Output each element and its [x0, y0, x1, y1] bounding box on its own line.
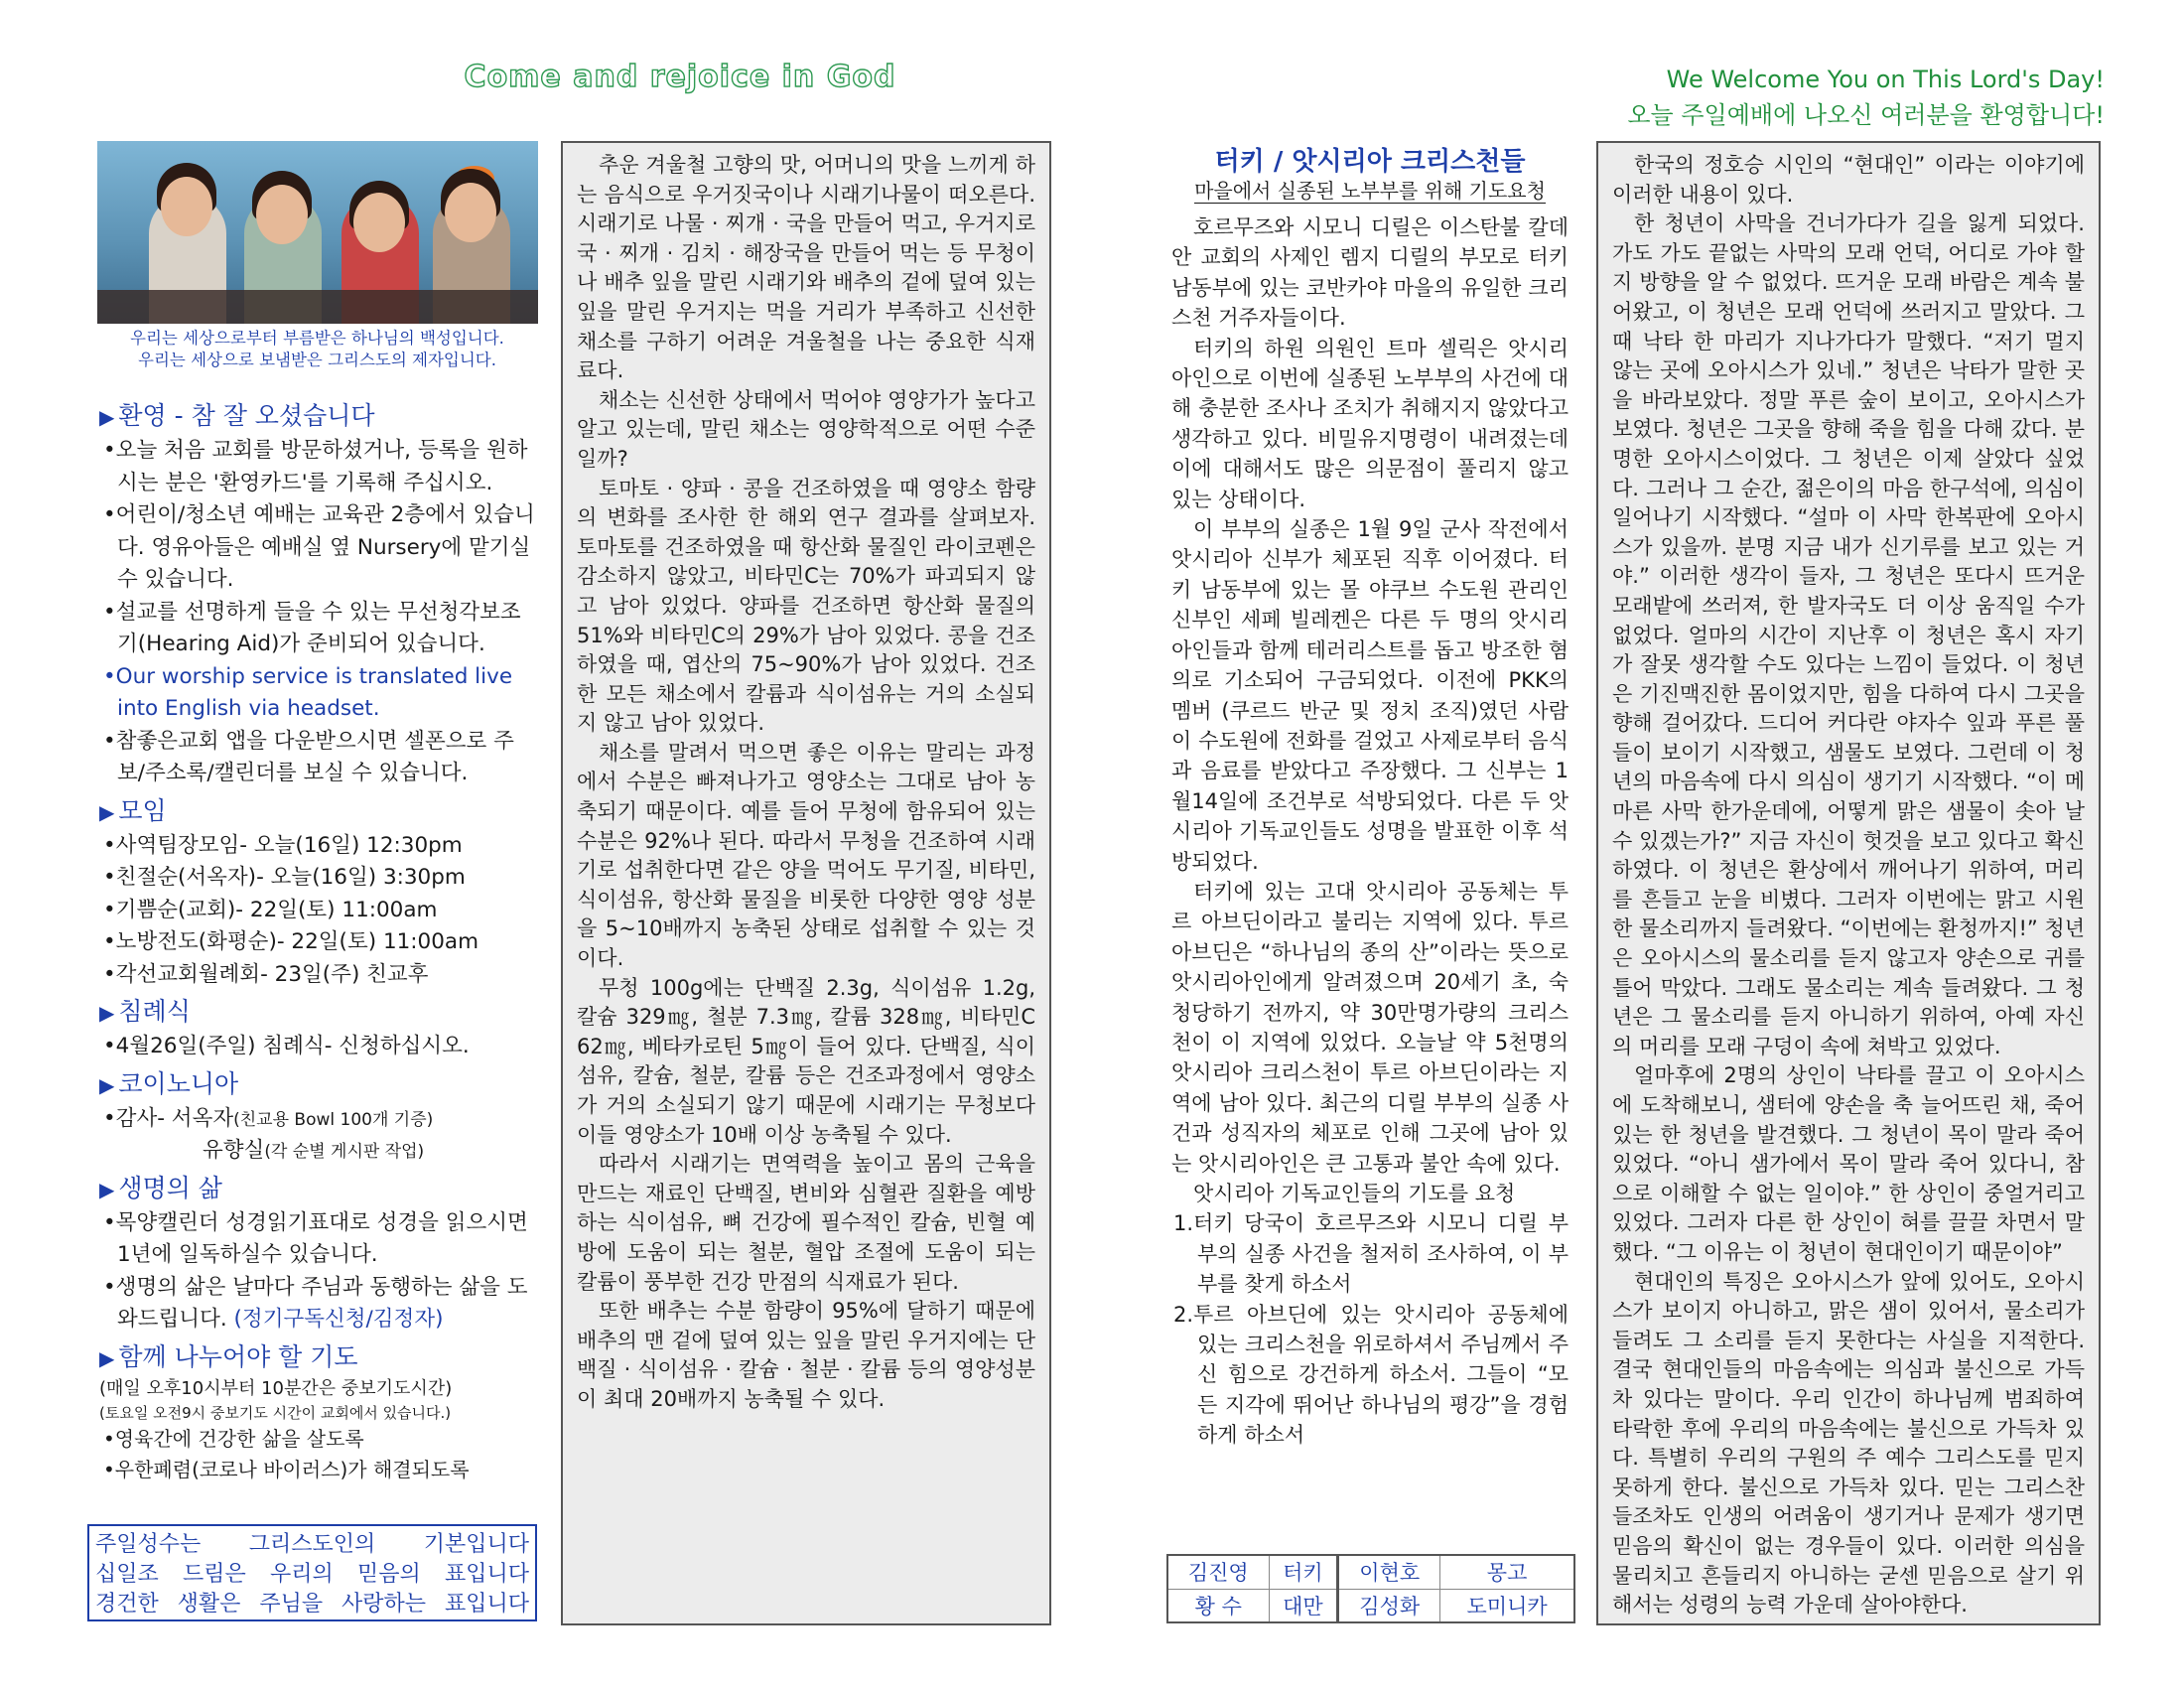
group-photo: [97, 141, 538, 324]
section-title-life: ▶ 생명의 삶: [99, 1173, 222, 1202]
missionary-table: [1166, 1554, 1575, 1623]
section-title-meetings: ▶ 모임: [99, 795, 167, 825]
table-cell: 대만: [1269, 1589, 1338, 1622]
paragraph: 따라서 시래기는 면역력을 높이고 몸의 근육을 만드는 재료인 단백질, 변비와 심혈관 질환을 예방하는 식이섬유, 뼈 건강에 필수적인 칼슘, 빈혈 예방에 도움이 되는 철분, 혈압 조절에 도움이 되는 칼륨이 풍부한 건강 만점의 식재료가 된다.: [577, 1152, 1035, 1294]
list-item: •감사- 서옥자(친교용 Bowl 100개 기증): [103, 1105, 434, 1131]
table-cell: 도미니카: [1440, 1589, 1574, 1622]
prayer-note: (토요일 오전9시 중보기도 시간이 교회에서 있습니다.): [99, 1403, 452, 1422]
person-head: [353, 193, 405, 252]
list-item: •설교를 선명하게 들을 수 있는 무선청각보조기(Hearing Aid)가 준비되어 있습니다.: [103, 599, 521, 656]
podium: [97, 290, 538, 324]
header-welcome-en: We Welcome You on This Lord's Day!: [1666, 66, 2105, 93]
paragraph: 터키의 하원 의원인 트마 셀릭은 앗시리아인으로 이번에 실종된 노부부의 사건에 대해 충분한 조사나 조치가 취해지지 않았다고 생각하고 있다. 비밀유지명령이 내려졌는데 이에 대해서도 많은 의문점이 풀리지 않고 있는 상태이다.: [1171, 336, 1569, 511]
prayer-heading: 앗시리아 기독교인들의 기도를 요청: [1193, 1182, 1516, 1205]
paragraph: 현대인의 특징은 오아시스가 앞에 있어도, 오아시스가 보이지 아니하고, 맑은 샘이 있어서, 물소리가 들려도 그 소리를 듣지 못한다는 사실을 지적한다. 결국 현대인들의 마음속에는 의심과 불신으로 가득차 있다는 말이다. 우리 인간이 하나님께 범죄하여 타락한 후에 우리의 마음속에는 불신으로 가득차 있다. 특별히 우리의 구원의 주 예수 그리스도를 믿지 못하게 한다. 불신으로 가득차 있다. 믿는 그리스찬들조차도 인생의 어려움이 생기거나 문제가 생기면 믿음의 확신이 없는 경우들이 있다. 이러한 의심을 물리치고 흔들리지 아니하는 굳센 믿음으로 살기 위해서는 성령의 능력 가운데 살아야한다.: [1612, 1269, 2085, 1618]
person-head: [161, 177, 212, 236]
list-item: •노방전도(화평순)- 22일(토) 11:00am: [103, 929, 479, 954]
list-item: •Our worship service is translated live into English via headset.: [103, 663, 513, 721]
header-welcome-ko: 오늘 주일예배에 나오신 여러분을 환영합니다!: [1627, 101, 2105, 129]
list-item: •4월26일(주일) 침례식- 신청하십시오.: [103, 1034, 470, 1058]
list-item: •각선교회월례회- 23일(주) 친교후: [103, 961, 429, 987]
table-cell: 김성화: [1338, 1589, 1440, 1622]
paragraph: 호르무즈와 시모니 디릴은 이스탄불 칼데안 교회의 사제인 렘지 디릴의 부모로 터키 남동부에 있는 코반카야 마을의 유일한 크리스천 거주자들이다.: [1171, 215, 1569, 331]
person-head: [445, 183, 496, 242]
list-item: •어린이/청소년 예배는 교육관 2층에서 있습니다. 영유아들은 예배실 옆 Nursery에 맡기실 수 있습니다.: [103, 502, 535, 592]
paragraph: 이 부부의 실종은 1월 9일 군사 작전에서 앗시리아 신부가 체포된 직후 이어졌다. 터키 남동부에 있는 몰 야쿠브 수도원 관리인 신부인 세페 빌레켄은 다른 두 명의 앗시리아인들과 함께 테러리스트를 돕고 방조한 혐의로 기소되어 구금되었다. 이전에 PKK의 멤버 (쿠르드 반군 및 정치 조직)였던 사람이 수도원에 전화를 걸었고 사제로부터 음식과 음료를 받았다고 주장했다. 그 신부는 1월14일에 조건부로 석방되었다. 다른 두 앗시리아 기독교인들도 성명을 발표한 이후 석방되었다.: [1171, 517, 1569, 874]
paragraph: 한국의 정호승 시인의 “현대인” 이라는 이야기에 이러한 내용이 있다.: [1612, 153, 2085, 207]
article-siraegi: [561, 141, 1051, 1625]
header-right: [1627, 66, 2105, 130]
section-title-welcome: ▶ 환영 - 참 잘 오셨습니다: [99, 401, 375, 430]
triangle-icon: ▶: [99, 405, 115, 429]
triangle-icon: ▶: [99, 1345, 115, 1370]
triangle-icon: ▶: [99, 799, 115, 824]
photo-caption: [91, 328, 543, 371]
table-cell: 김진영: [1167, 1555, 1269, 1589]
list-item: •생명의 삶은 날마다 주님과 동행하는 삶을 도와드립니다. (정기구독신청/김정자): [103, 1274, 528, 1332]
paragraph: 한 청년이 사막을 건너가다가 길을 잃게 되었다. 가도 가도 끝없는 사막의 모래 언덕, 어디로 가야 할 지 방향을 알 수 없었다. 뜨거운 모래 바람은 계속 불어왔고, 이 청년은 모래 언덕에 쓰러지고 말았다. 그때 낙타 한 마리가 지나가다가 말했다. “저기 멀지 않는 곳에 오아시스가 있네.” 청년은 낙타가 말한 곳을 바라보았다. 정말 푸른 숲이 보이고, 오아시스가 보였다. 청년은 그곳을 향해 죽을 힘을 다해 갔다. 분명한 오아시스이었다. 그 청년은 이제 살았다 싶었다. 그러나 그 순간, 젊은이의 마음 한구석에, 의심이 일어나기 시작했다. “설마 이 사막 한복판에 오아시스가 있을까. 분명 지금 내가 신기루를 보고 있는 거야.” 이러한 생각이 들자, 그 청년은 또다시 뜨거운 모래밭에 쓰러져, 한 발자국도 더 이상 움직일 수가 없었다. 얼마의 시간이 지난후 이 청년은 혹시 자기가 잘못 생각할 수도 있다는 느낌이 들었다. 이 청년은 기진맥진한 몸이었지만, 힘을 다하여 다시 그곳을 향해 걸어갔다. 드디어 커다란 야자수 잎과 푸른 풀들이 보이기 시작했고, 샘물도 보였다. 그런데 이 청년의 마음속에 다시 의심이 생기기 시작했다. “이 메마른 사막 한가운데에, 어떻게 맑은 샘물이 솟아 날 수 있겠는가?” 지금 자신이 헛것을 보고 있다고 확신하였다. 이 청년은 환상에서 깨어나기 위하여, 머리를 흔들고 눈을 비볐다. 그러자 이번에는 맑고 시원한 물소리까지 들려왔다. “이번에는 환청까지!” 청년은 오아시스의 물소리를 듣지 않고자 양손으로 귀를 틀어 막았다. 그래도 물소리는 계속 들려왔다. 그 청년은 그 물소리를 듣지 아니하기 위하여, 아예 자신의 머리를 모래 구덩이 속에 쳐박고 있었다.: [1612, 211, 2085, 1058]
prayer-note: (매일 오후10시부터 10분간은 중보기도시간): [99, 1377, 453, 1399]
list-item: •친절순(서옥자)- 오늘(16일) 3:30pm: [103, 865, 466, 890]
creed-line: 십일조 드림은 우리의 믿음의 표입니다: [95, 1562, 529, 1587]
table-cell: 몽고: [1440, 1555, 1574, 1589]
table-cell: 터키: [1269, 1555, 1338, 1589]
caption-line: 우리는 세상으로부터 부름받은 하나님의 백성입니다.: [130, 329, 504, 348]
caption-line: 우리는 세상으로 보냄받은 그리스도의 제자입니다.: [138, 351, 496, 369]
paragraph: 채소를 말려서 먹으면 좋은 이유는 말리는 과정에서 수분은 빠져나가고 영양소는 그대로 남아 농축되기 때문이다. 예를 들어 무청에 함유되어 있는 수분은 92%나 된다. 따라서 무청을 건조하여 시래기로 섭취한다면 같은 양을 먹어도 무기질, 비타민, 식이섬유, 항산화 물질을 비롯한 다양한 영양 성분을 5~10배까지 농축된 상태로 섭취할 수 있는 것이다.: [577, 740, 1035, 971]
list-item: •우한폐렴(코로나 바이러스)가 해결되도록: [103, 1457, 470, 1481]
creed-line: 주일성수는 그리스도인의 기본입니다: [95, 1532, 529, 1557]
list-item: •기쁨순(교회)- 22일(토) 11:00am: [103, 897, 438, 922]
paragraph: 얼마후에 2명의 상인이 낙타를 끌고 이 오아시스에 도착해보니, 샘터에 양손을 축 늘어뜨린 채, 죽어있는 한 청년을 발견했다. 그 청년이 목이 말라 죽어있었다. “아니 샘가에서 목이 말라 죽어 있다니, 참으로 이해할 수 없는 일이야.” 한 상인이 중얼거리고 있었다. 그러자 다른 한 상인이 혀를 끌끌 차면서 말했다. “그 이유는 이 청년이 현대인이기 때문이야”: [1612, 1063, 2085, 1264]
section-title-koinonia: ▶ 코이노니아: [99, 1068, 239, 1098]
paragraph: 무청 100g에는 단백질 2.3g, 식이섬유 1.2g, 칼슘 329㎎, 철분 7.3㎎, 칼륨 328㎎, 비타민C 62㎎, 베타카로틴 5㎎이 들어 있다. 단백질, 식이섬유, 칼슘, 철분, 칼륨 등은 건조과정에서 영양소가 거의 소실되기 않기 때문에 시래기는 무청보다 이들 영양소가 10배 이상 농축될 수 있다.: [577, 975, 1035, 1147]
person-head: [256, 185, 308, 244]
list-item: •사역팀장모임- 오늘(16일) 12:30pm: [103, 832, 463, 858]
header-left-title: Come and rejoice in God: [464, 60, 896, 94]
table-cell: 이현호: [1338, 1555, 1440, 1589]
creed-box: [87, 1524, 537, 1621]
prayer-item: 2.투르 아브딘에 있는 앗시리아 공동체에 있는 크리스천을 위로하셔서 주님께서 주신 힘으로 강건하게 하소서. 그들이 “모든 지각에 뛰어난 하나님의 평강”을 경험하게 하소서: [1173, 1302, 1569, 1448]
list-item: 유향실(각 순별 게시판 작업): [203, 1138, 425, 1163]
article-assyria: [1171, 212, 1569, 1451]
article-modern-man: [1596, 141, 2101, 1625]
paragraph: 추운 겨울철 고향의 맛, 어머니의 맛을 느끼게 하는 음식으로 우거짓국이나 시래기나물이 떠오른다. 시래기로 나물 · 찌개 · 국을 만들어 먹고, 우거지로 국 · 찌개 · 김치 · 해장국을 만들어 먹는 등 무청이나 배추 잎을 말린 시래기와 배추의 겉에 덮여 있는 잎을 말린 우거지는 먹을 거리가 부족하고 신선한 채소를 구하기 어려운 겨울철을 나는 중요한 식재료다.: [577, 153, 1035, 383]
triangle-icon: ▶: [99, 1001, 115, 1025]
list-item: •영육간에 건강한 삶을 살도록: [103, 1426, 364, 1451]
list-item: •목양캘린더 성경읽기표대로 성경을 읽으시면 1년에 일독하실수 있습니다.: [103, 1209, 528, 1267]
list-item: •참좋은교회 앱을 다운받으시면 셀폰으로 주보/주소록/캘린더를 보실 수 있습니다.: [103, 728, 514, 785]
prayer-item: 1.터키 당국이 호르무즈와 시모니 디릴 부부의 실종 사건을 철저히 조사하여, 이 부부를 찾게 하소서: [1173, 1211, 1569, 1297]
table-row: [1167, 1589, 1574, 1622]
table-cell: 황 수: [1167, 1589, 1269, 1622]
table-row: [1167, 1555, 1574, 1589]
section-title-prayer: ▶ 함께 나누어야 할 기도: [99, 1341, 358, 1371]
paragraph: 토마토 · 양파 · 콩을 건조하였을 때 영양소 함량의 변화를 조사한 한 해외 연구 결과를 살펴보자. 토마토를 건조하였을 때 항산화 물질인 라이코펜은 감소하지 않았고, 비타민C는 70%가 파괴되지 않고 남아 있었다. 양파를 건조하면 항산화 물질의 51%와 비타민C의 29%가 남아 있었다. 콩을 건조하였을 때, 엽산의 75~90%가 남아 있었다. 건조한 모든 채소에서 칼륨과 식이섬유는 거의 소실되지 않고 남아 있었다.: [577, 476, 1035, 736]
announcements: [99, 395, 541, 1485]
paragraph: 터키에 있는 고대 앗시리아 공동체는 투르 아브딘이라고 불리는 지역에 있다. 투르 아브딘은 “하나님의 종의 산”이라는 뜻으로 앗시리아인에게 알려졌으며 20세기 초, 숙청당하기 전까지, 약 30만명가량의 크리스천이 이 지역에 있었다. 오늘날 약 5천명의 앗시리아 크리스천이 투르 아브딘이라는 지역에 남아 있다. 최근의 디릴 부부의 실종 사건과 성직자의 체포로 인해 그곳에 남아 있는 앗시리아인은 큰 고통과 불안 속에 있다.: [1171, 879, 1569, 1176]
triangle-icon: ▶: [99, 1072, 115, 1097]
paragraph: 채소는 신선한 상태에서 먹어야 영양가가 높다고 알고 있는데, 말린 채소는 영양학적으로 어떤 수준일까?: [577, 387, 1035, 471]
article-title: 터키 / 앗시리아 크리스천들: [1214, 147, 1526, 177]
creed-line: 경건한 생활은 주님을 사랑하는 표입니다: [95, 1592, 529, 1617]
article-subtitle: 마을에서 실종된 노부부를 위해 기도요청: [1194, 179, 1546, 203]
section-title-baptism: ▶ 침례식: [99, 997, 191, 1026]
triangle-icon: ▶: [99, 1177, 115, 1201]
list-item: •오늘 처음 교회를 방문하셨거나, 등록을 원하시는 분은 '환영카드'를 기록해 주십시오.: [103, 438, 528, 495]
paragraph: 또한 배추는 수분 함량이 95%에 달하기 때문에 배추의 맨 겉에 덮여 있는 잎을 말린 우거지에는 단백질 · 식이섬유 · 칼슘 · 철분 · 칼륨 등의 영양성분이 최대 20배까지 농축될 수 있다.: [577, 1299, 1035, 1411]
